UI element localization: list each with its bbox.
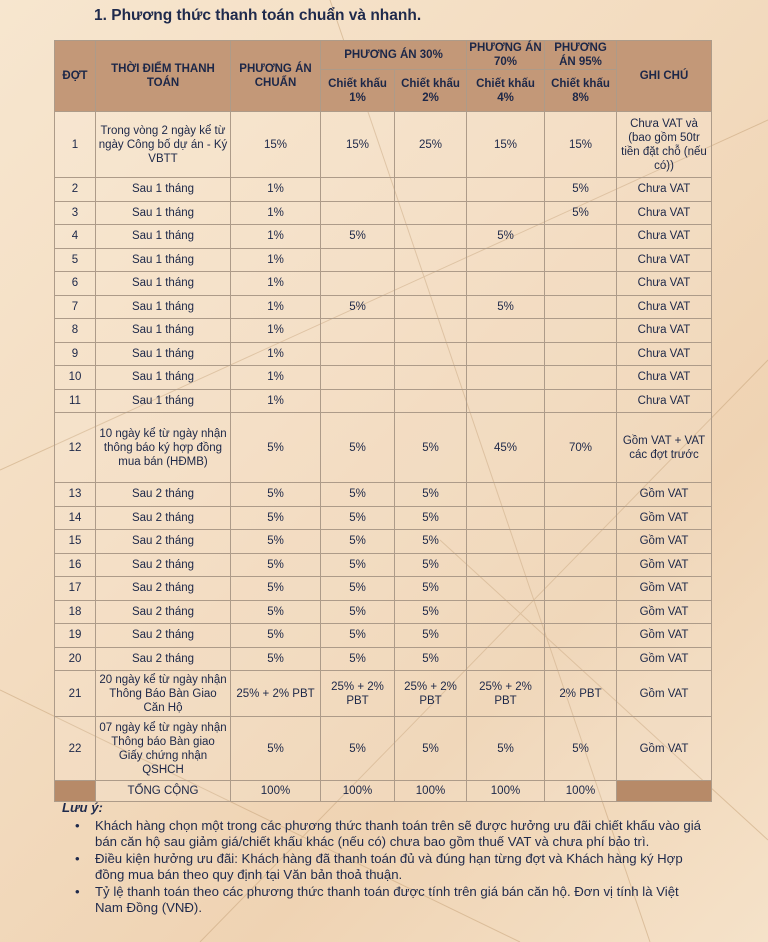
header-notes: GHI CHÚ xyxy=(617,41,712,112)
standard-plan-cell: 1% xyxy=(231,389,321,413)
note-cell: Gồm VAT xyxy=(617,506,712,530)
page-title: 1. Phương thức thanh toán chuẩn và nhanh. xyxy=(94,7,422,24)
standard-plan-cell: 5% xyxy=(231,717,321,781)
plan-30-a-cell: 25% + 2% PBT xyxy=(321,671,395,717)
plan-95-cell xyxy=(545,295,617,319)
plan-30-b-cell xyxy=(395,342,467,366)
note-cell: Gồm VAT xyxy=(617,530,712,554)
plan-70-cell: 45% xyxy=(467,413,545,483)
plan-30-b-cell: 5% xyxy=(395,413,467,483)
standard-plan-cell: 1% xyxy=(231,319,321,343)
plan-30-a-cell xyxy=(321,342,395,366)
plan-70-cell xyxy=(467,389,545,413)
plan-70-cell: 5% xyxy=(467,717,545,781)
standard-plan-cell: 5% xyxy=(231,413,321,483)
plan-30-b-cell: 5% xyxy=(395,506,467,530)
note-cell: Chưa VAT xyxy=(617,295,712,319)
plan-95-cell xyxy=(545,248,617,272)
standard-plan-cell: 1% xyxy=(231,366,321,390)
plan-30-a-cell: 5% xyxy=(321,295,395,319)
row-number: 16 xyxy=(55,553,96,577)
row-number: 17 xyxy=(55,577,96,601)
plan-30-a-cell: 5% xyxy=(321,483,395,507)
plan-70-cell xyxy=(467,248,545,272)
total-plan-30-a: 100% xyxy=(321,781,395,802)
standard-plan-cell: 1% xyxy=(231,201,321,225)
plan-95-cell xyxy=(545,577,617,601)
plan-30-a-cell: 5% xyxy=(321,577,395,601)
plan-30-a-cell: 5% xyxy=(321,225,395,249)
plan-30-b-cell xyxy=(395,248,467,272)
plan-30-b-cell: 5% xyxy=(395,483,467,507)
table-row xyxy=(55,530,712,554)
table-row xyxy=(55,506,712,530)
plan-30-a-cell: 5% xyxy=(321,717,395,781)
note-cell: Chưa VAT xyxy=(617,201,712,225)
payment-time: Sau 2 tháng xyxy=(96,600,231,624)
plan-70-cell xyxy=(467,647,545,671)
total-standard: 100% xyxy=(231,781,321,802)
plan-30-b-cell xyxy=(395,366,467,390)
header-plan-30: PHƯƠNG ÁN 30% xyxy=(321,41,467,70)
table-row xyxy=(55,272,712,296)
standard-plan-cell: 5% xyxy=(231,483,321,507)
plan-30-a-cell: 5% xyxy=(321,624,395,648)
plan-70-cell xyxy=(467,319,545,343)
note-cell: Chưa VAT và (bao gồm 50tr tiền đặt chỗ (nếu có)) xyxy=(617,112,712,178)
row-number: 5 xyxy=(55,248,96,272)
standard-plan-cell: 1% xyxy=(231,225,321,249)
payment-time: Sau 1 tháng xyxy=(96,272,231,296)
row-number: 8 xyxy=(55,319,96,343)
table-row xyxy=(55,225,712,249)
header-plan-95-discount: Chiết khấu 8% xyxy=(545,70,617,112)
plan-30-b-cell: 5% xyxy=(395,600,467,624)
plan-30-b-cell: 5% xyxy=(395,647,467,671)
payment-time: Trong vòng 2 ngày kể từ ngày Công bố dự án - Ký VBTT xyxy=(96,112,231,178)
payment-time: Sau 1 tháng xyxy=(96,342,231,366)
note-item: • Tỷ lệ thanh toán theo các phương thức thanh toán được tính trên giá bán căn hộ. Đơn vị tính là Việt Nam Đồng (VNĐ). xyxy=(95,884,702,916)
standard-plan-cell: 1% xyxy=(231,272,321,296)
plan-30-a-cell: 15% xyxy=(321,112,395,178)
payment-time: Sau 2 tháng xyxy=(96,577,231,601)
payment-time: Sau 2 tháng xyxy=(96,506,231,530)
plan-30-a-cell: 5% xyxy=(321,506,395,530)
plan-30-b-cell xyxy=(395,225,467,249)
plan-95-cell xyxy=(545,389,617,413)
row-number: 3 xyxy=(55,201,96,225)
plan-95-cell xyxy=(545,647,617,671)
row-number: 2 xyxy=(55,178,96,202)
standard-plan-cell: 1% xyxy=(231,178,321,202)
table-row xyxy=(55,389,712,413)
note-cell: Gồm VAT xyxy=(617,553,712,577)
header-plan-30-discount-1: Chiết khấu 1% xyxy=(321,70,395,112)
note-cell: Gồm VAT xyxy=(617,624,712,648)
notes-list xyxy=(62,818,702,916)
payment-time: Sau 1 tháng xyxy=(96,248,231,272)
payment-time: Sau 2 tháng xyxy=(96,553,231,577)
payment-time: Sau 1 tháng xyxy=(96,366,231,390)
plan-30-b-cell xyxy=(395,295,467,319)
plan-95-cell: 5% xyxy=(545,178,617,202)
plan-30-a-cell xyxy=(321,178,395,202)
notes-heading: Lưu ý: xyxy=(62,800,103,815)
plan-30-b-cell xyxy=(395,272,467,296)
note-cell: Chưa VAT xyxy=(617,389,712,413)
payment-time: 20 ngày kể từ ngày nhận Thông Báo Bàn Giao Căn Hộ xyxy=(96,671,231,717)
note-cell: Gồm VAT + VAT các đợt trước xyxy=(617,413,712,483)
note-cell: Gồm VAT xyxy=(617,483,712,507)
header-dot: ĐỢT xyxy=(55,41,96,112)
plan-70-cell xyxy=(467,600,545,624)
plan-30-b-cell: 5% xyxy=(395,530,467,554)
plan-30-a-cell xyxy=(321,389,395,413)
plan-30-b-cell xyxy=(395,178,467,202)
plan-95-cell: 70% xyxy=(545,413,617,483)
plan-70-cell: 25% + 2% PBT xyxy=(467,671,545,717)
payment-time: Sau 2 tháng xyxy=(96,483,231,507)
total-notes-cell xyxy=(617,781,712,802)
plan-70-cell xyxy=(467,178,545,202)
note-item: • Khách hàng chọn một trong các phương thức thanh toán trên sẽ được hưởng ưu đãi chiết khấu vào giá bán căn hộ sau giảm giá/chiết khấu khác (nếu có) chưa bao gồm thuế VAT và chưa phí bảo trì. xyxy=(95,818,702,850)
plan-30-a-cell: 5% xyxy=(321,530,395,554)
note-cell: Chưa VAT xyxy=(617,319,712,343)
table-row xyxy=(55,647,712,671)
payment-table xyxy=(54,40,712,802)
table-row xyxy=(55,248,712,272)
payment-time: Sau 2 tháng xyxy=(96,624,231,648)
total-spacer xyxy=(55,781,96,802)
note-cell: Gồm VAT xyxy=(617,600,712,624)
row-number: 9 xyxy=(55,342,96,366)
row-number: 11 xyxy=(55,389,96,413)
standard-plan-cell: 25% + 2% PBT xyxy=(231,671,321,717)
row-number: 22 xyxy=(55,717,96,781)
plan-30-a-cell: 5% xyxy=(321,647,395,671)
standard-plan-cell: 5% xyxy=(231,553,321,577)
standard-plan-cell: 1% xyxy=(231,248,321,272)
row-number: 7 xyxy=(55,295,96,319)
table-row xyxy=(55,577,712,601)
note-cell: Chưa VAT xyxy=(617,248,712,272)
plan-30-b-cell: 5% xyxy=(395,577,467,601)
plan-30-b-cell xyxy=(395,319,467,343)
row-number: 1 xyxy=(55,112,96,178)
plan-95-cell xyxy=(545,553,617,577)
note-cell: Chưa VAT xyxy=(617,178,712,202)
payment-time: Sau 1 tháng xyxy=(96,389,231,413)
table-row xyxy=(55,201,712,225)
plan-95-cell xyxy=(545,272,617,296)
standard-plan-cell: 1% xyxy=(231,342,321,366)
plan-95-cell xyxy=(545,342,617,366)
plan-70-cell xyxy=(467,553,545,577)
plan-30-b-cell: 5% xyxy=(395,624,467,648)
table-row xyxy=(55,717,712,781)
table-row xyxy=(55,342,712,366)
plan-30-b-cell: 25% xyxy=(395,112,467,178)
row-number: 20 xyxy=(55,647,96,671)
plan-30-a-cell xyxy=(321,201,395,225)
plan-30-b-cell: 25% + 2% PBT xyxy=(395,671,467,717)
table-row xyxy=(55,112,712,178)
plan-70-cell xyxy=(467,506,545,530)
notes-section xyxy=(62,800,702,917)
plan-30-a-cell xyxy=(321,319,395,343)
payment-time: Sau 1 tháng xyxy=(96,295,231,319)
payment-time: 07 ngày kể từ ngày nhận Thông báo Bàn giao Giấy chứng nhận QSHCH xyxy=(96,717,231,781)
plan-95-cell xyxy=(545,225,617,249)
note-cell: Gồm VAT xyxy=(617,577,712,601)
payment-time: Sau 1 tháng xyxy=(96,225,231,249)
note-cell: Gồm VAT xyxy=(617,671,712,717)
plan-70-cell xyxy=(467,366,545,390)
plan-70-cell: 15% xyxy=(467,112,545,178)
plan-30-b-cell: 5% xyxy=(395,717,467,781)
header-payment-time: THỜI ĐIỂM THANH TOÁN xyxy=(96,41,231,112)
table-row xyxy=(55,600,712,624)
total-plan-70: 100% xyxy=(467,781,545,802)
plan-95-cell xyxy=(545,600,617,624)
plan-95-cell: 15% xyxy=(545,112,617,178)
payment-time: Sau 2 tháng xyxy=(96,530,231,554)
plan-30-a-cell: 5% xyxy=(321,413,395,483)
header-plan-95: PHƯƠNG ÁN 95% xyxy=(545,41,617,70)
plan-30-a-cell xyxy=(321,272,395,296)
plan-30-a-cell xyxy=(321,248,395,272)
row-number: 12 xyxy=(55,413,96,483)
plan-30-a-cell: 5% xyxy=(321,600,395,624)
note-cell: Chưa VAT xyxy=(617,342,712,366)
standard-plan-cell: 5% xyxy=(231,506,321,530)
table-row xyxy=(55,553,712,577)
plan-95-cell: 2% PBT xyxy=(545,671,617,717)
plan-70-cell xyxy=(467,483,545,507)
table-row xyxy=(55,319,712,343)
table-row xyxy=(55,295,712,319)
row-number: 15 xyxy=(55,530,96,554)
plan-95-cell: 5% xyxy=(545,717,617,781)
table-row xyxy=(55,366,712,390)
row-number: 6 xyxy=(55,272,96,296)
plan-30-a-cell: 5% xyxy=(321,553,395,577)
standard-plan-cell: 5% xyxy=(231,530,321,554)
standard-plan-cell: 5% xyxy=(231,577,321,601)
standard-plan-cell: 5% xyxy=(231,624,321,648)
payment-time: Sau 1 tháng xyxy=(96,178,231,202)
plan-70-cell xyxy=(467,342,545,366)
plan-70-cell xyxy=(467,577,545,601)
payment-time: Sau 2 tháng xyxy=(96,647,231,671)
plan-95-cell xyxy=(545,366,617,390)
note-cell: Chưa VAT xyxy=(617,366,712,390)
header-plan-70: PHƯƠNG ÁN 70% xyxy=(467,41,545,70)
plan-70-cell xyxy=(467,201,545,225)
plan-95-cell: 5% xyxy=(545,201,617,225)
row-number: 10 xyxy=(55,366,96,390)
note-cell: Chưa VAT xyxy=(617,272,712,296)
table-row xyxy=(55,483,712,507)
payment-time: Sau 1 tháng xyxy=(96,319,231,343)
total-plan-95: 100% xyxy=(545,781,617,802)
plan-70-cell xyxy=(467,530,545,554)
payment-time: Sau 1 tháng xyxy=(96,201,231,225)
table-row xyxy=(55,624,712,648)
total-label: TỔNG CỘNG xyxy=(96,781,231,802)
note-item: • Điều kiện hưởng ưu đãi: Khách hàng đã thanh toán đủ và đúng hạn từng đợt và Khách hàng ký Hợp đồng mua bán theo quy định tại Văn bản thoả thuận. xyxy=(95,851,702,883)
plan-30-b-cell xyxy=(395,389,467,413)
note-cell: Gồm VAT xyxy=(617,647,712,671)
row-number: 21 xyxy=(55,671,96,717)
row-number: 13 xyxy=(55,483,96,507)
plan-30-b-cell xyxy=(395,201,467,225)
row-number: 18 xyxy=(55,600,96,624)
header-plan-30-discount-2: Chiết khấu 2% xyxy=(395,70,467,112)
note-cell: Gồm VAT xyxy=(617,717,712,781)
plan-30-a-cell xyxy=(321,366,395,390)
standard-plan-cell: 5% xyxy=(231,647,321,671)
table-row xyxy=(55,178,712,202)
standard-plan-cell: 5% xyxy=(231,600,321,624)
payment-time: 10 ngày kể từ ngày nhận thông báo ký hợp đồng mua bán (HĐMB) xyxy=(96,413,231,483)
total-plan-30-b: 100% xyxy=(395,781,467,802)
row-number: 14 xyxy=(55,506,96,530)
plan-95-cell xyxy=(545,624,617,648)
table-row xyxy=(55,413,712,483)
plan-70-cell: 5% xyxy=(467,225,545,249)
row-number: 19 xyxy=(55,624,96,648)
table-row xyxy=(55,671,712,717)
table-body xyxy=(55,112,712,781)
plan-95-cell xyxy=(545,319,617,343)
plan-70-cell xyxy=(467,624,545,648)
plan-70-cell: 5% xyxy=(467,295,545,319)
plan-70-cell xyxy=(467,272,545,296)
standard-plan-cell: 1% xyxy=(231,295,321,319)
header-plan-70-discount: Chiết khấu 4% xyxy=(467,70,545,112)
row-number: 4 xyxy=(55,225,96,249)
plan-95-cell xyxy=(545,483,617,507)
note-cell: Chưa VAT xyxy=(617,225,712,249)
header-standard-plan: PHƯƠNG ÁN CHUẨN xyxy=(231,41,321,112)
plan-95-cell xyxy=(545,506,617,530)
plan-30-b-cell: 5% xyxy=(395,553,467,577)
plan-95-cell xyxy=(545,530,617,554)
standard-plan-cell: 15% xyxy=(231,112,321,178)
